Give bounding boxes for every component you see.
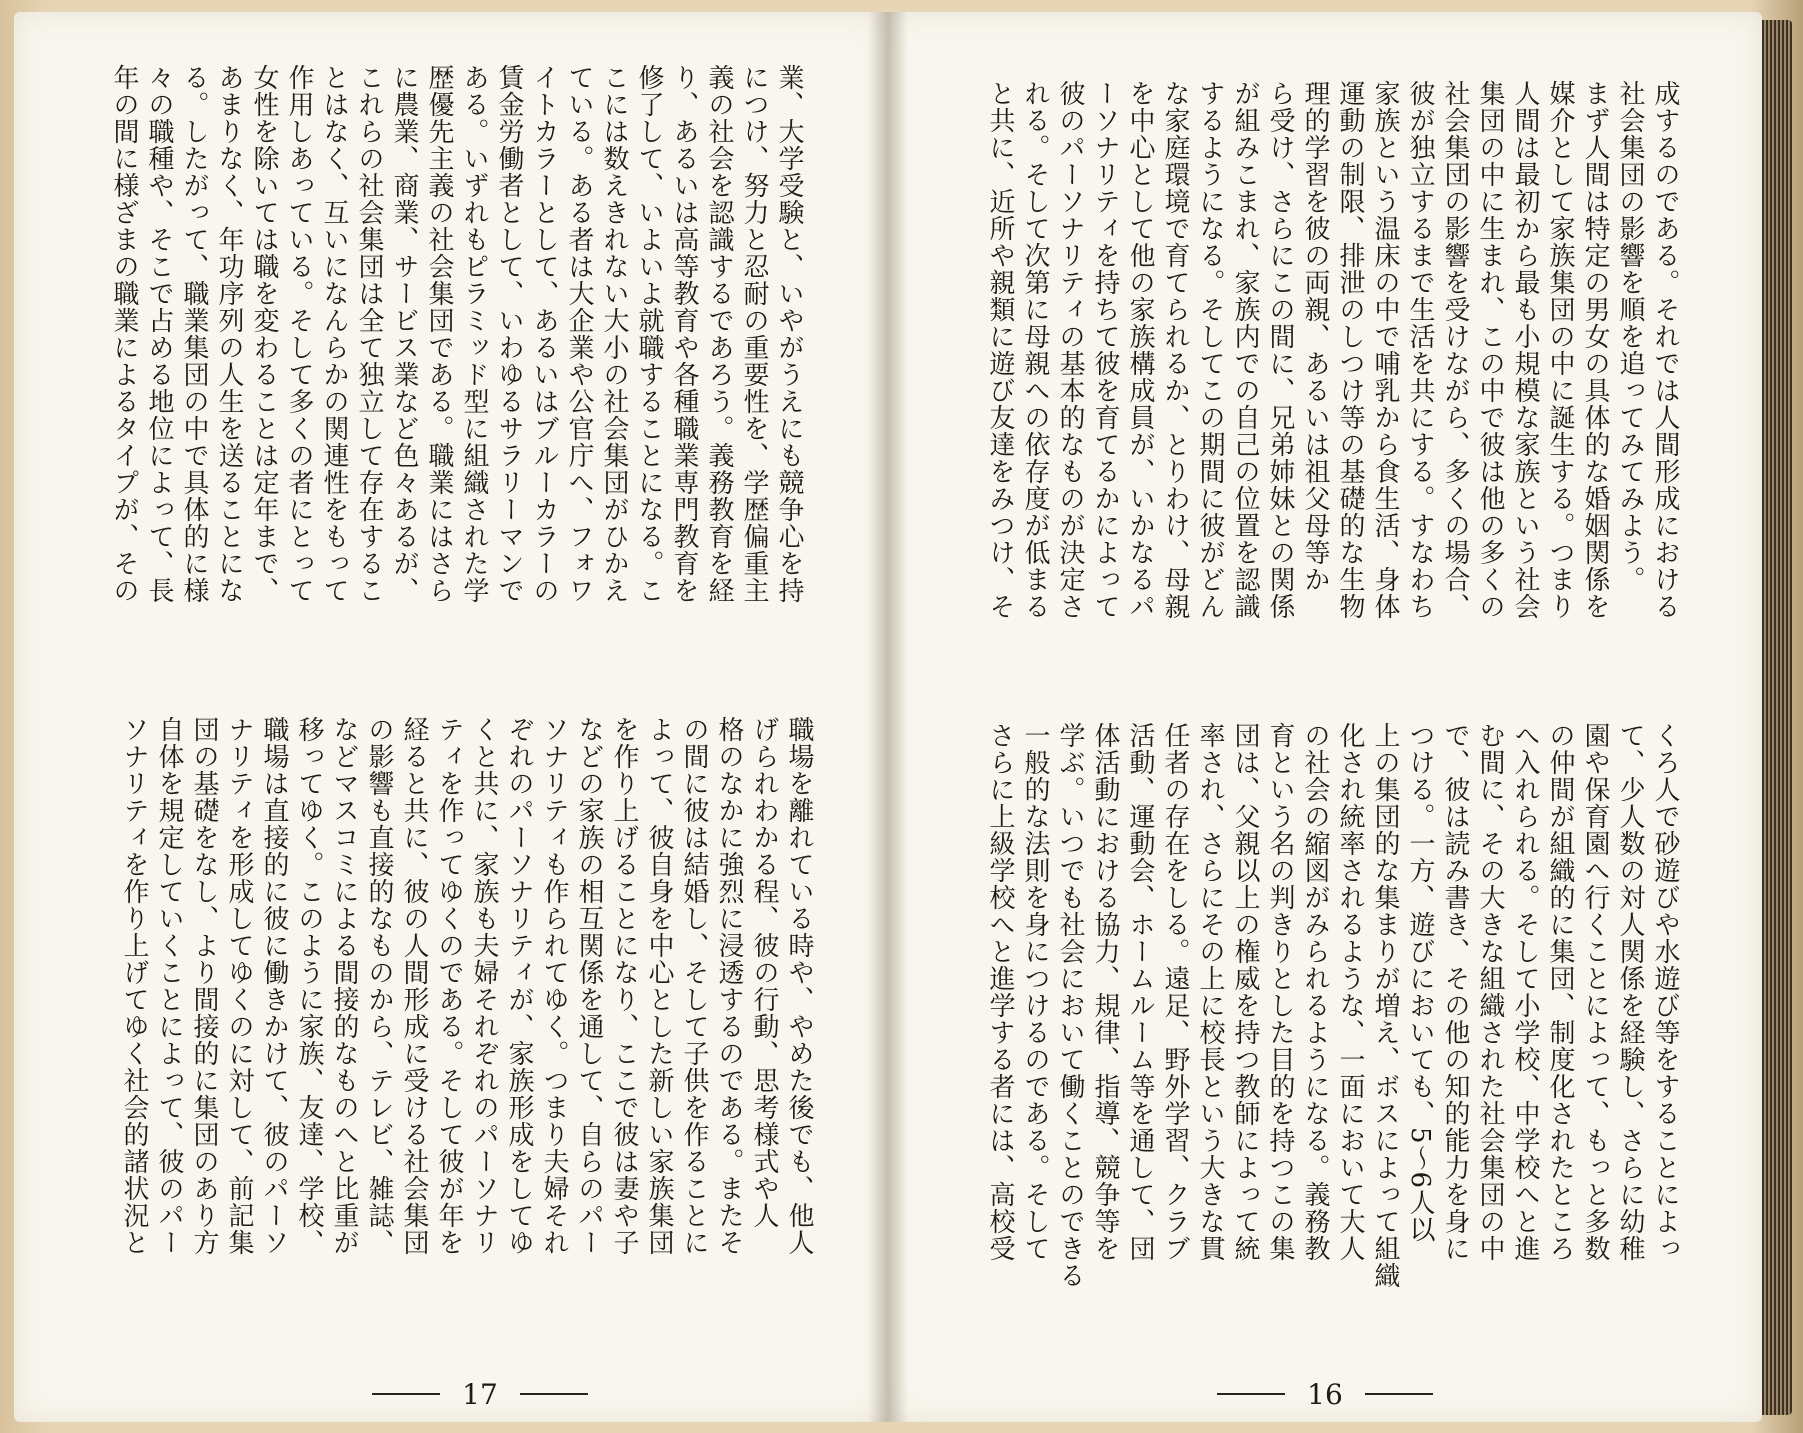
text-column: の間に彼は結婚し、そして子供を作ることに (679, 716, 709, 1256)
right-page-number-text: 16 (1307, 1377, 1343, 1411)
text-column: よって、彼自身を中心とした新しい家族集団 (644, 716, 674, 1256)
text-column: 社会集団の影響を受けながら、多くの場合、 (1440, 80, 1470, 620)
text-column: こには数えきれない大小の社会集団がひかえ (599, 64, 629, 604)
text-column: 職場を離れている時や、やめた後でも、他人 (784, 716, 814, 1256)
left-rule-after (520, 1393, 588, 1395)
text-column: 修了して、いよいよ就職することになる。こ (634, 64, 664, 604)
text-column: 成するのである。それでは人間形成における (1650, 80, 1680, 620)
text-column: などマスコミによる間接的なものへと比重が (329, 716, 359, 1256)
text-column: 女性を除いては職を変わることは定年まで、 (249, 64, 279, 604)
left-page-upper-text (64, 64, 806, 708)
text-column: を中心として他の家族構成員が、いかなるパ (1125, 80, 1155, 620)
text-column: げられわかる程、彼の行動、思考様式や人 (749, 716, 779, 1229)
text-column: するようになる。そしてこの期間に彼がどん (1195, 80, 1225, 620)
text-column: の仲間が組織的に集団、制度化されたところ (1545, 722, 1575, 1262)
text-column: 格のなかに強烈に浸透するのである。またそ (714, 716, 744, 1256)
text-column: 学ぶ。いつでも社会において働くことのできる (1055, 722, 1085, 1289)
text-column: などの家族の相互関係を通して、自らのパー (574, 716, 604, 1256)
text-column: ナリティを形成してゆくのに対して、前記集 (224, 716, 254, 1256)
text-column: 作用しあっている。そして多くの者にとって (284, 64, 314, 604)
text-column: の影響も直接的なものから、テレビ、雑誌、 (364, 716, 394, 1256)
text-column: 歴優先主義の社会集団である。職業にはさら (424, 64, 454, 604)
text-column: ある。いずれもピラミッド型に組織された学 (459, 64, 489, 604)
text-column: 年の間に様ざまの職業によるタイプが、その (109, 64, 139, 604)
text-column: あまりなく、年功序列の人生を送ることにな (214, 64, 244, 604)
text-column: な家庭環境で育てられるか、とりわけ、母親 (1160, 80, 1190, 620)
text-column: くろ人で砂遊びや水遊び等をすることによっ (1650, 722, 1680, 1262)
text-column: 自体を規定していくことによって、彼のパー (154, 716, 184, 1256)
left-page-number-text: 17 (462, 1377, 498, 1411)
text-column: とはなく、互いになんらかの関連性をもって (319, 64, 349, 604)
text-column: 育という名の判きりとした目的を持つこの集 (1265, 722, 1295, 1262)
text-column: 職場は直接的に彼に働きかけて、彼のパーソ (259, 716, 289, 1256)
text-column: の社会の縮図がみられるようになる。義務教 (1300, 722, 1330, 1262)
text-column: 彼のパーソナリティの基本的なものが決定さ (1055, 80, 1085, 620)
text-column: 上の集団的な集まりが増え、ボスによって組織 (1370, 722, 1400, 1289)
text-column: る。したがって、職業集団の中で具体的に様 (179, 64, 209, 604)
right-page-number (1195, 1374, 1455, 1414)
left-rule-before (372, 1393, 440, 1395)
text-column: 移ってゆく。このように家族、友達、学校、 (294, 716, 324, 1256)
right-rule-before (1217, 1393, 1285, 1395)
text-column: ら受け、さらにこの間に、兄弟姉妹との関係 (1265, 80, 1295, 620)
text-column: む間に、その大きな組織された社会集団の中 (1475, 722, 1505, 1262)
text-column: で、彼は読み書き、その他の知的能力を身に (1440, 722, 1470, 1262)
text-column: て、少人数の対人関係を経験し、さらに幼稚 (1615, 722, 1645, 1262)
text-column: 任者の存在をしる。遠足、野外学習、クラブ (1160, 722, 1190, 1262)
text-column: に農業、商業、サービス業など色々あるが、 (389, 64, 419, 604)
text-column: ティを作ってゆくのである。そして彼が年を (434, 716, 464, 1256)
text-column: 義の社会を認識するであろう。義務教育を経 (704, 64, 734, 604)
text-column: つける。一方、遊びにおいても、5〜6人以 (1405, 722, 1435, 1244)
left-page-lower-text (74, 716, 816, 1362)
text-column: 化され統率されるような、一面において大人 (1335, 722, 1365, 1262)
text-column: 社会集団の影響を順を追ってみてみよう。 (1615, 80, 1645, 593)
left-page-number (350, 1374, 610, 1414)
text-column: ソナリティを作り上げてゆく社会的諸状況と (119, 716, 149, 1256)
text-column: くと共に、家族も夫婦それぞれのパーソナリ (469, 716, 499, 1256)
text-column: ぞれのパーソナリティが、家族形成をしてゆ (504, 716, 534, 1256)
text-column: れる。そして次第に母親への依存度が低まる (1020, 80, 1050, 620)
right-page-lower-text (940, 722, 1682, 1362)
text-column: 運動の制限、排泄のしつけ等の基礎的な生物 (1335, 80, 1365, 620)
text-column: ている。ある者は大企業や公官庁へ、フォワ (564, 64, 594, 604)
text-column: ーソナリティを持ちて彼を育てるかによって (1090, 80, 1120, 620)
text-column: 媒介として家族集団の中に誕生する。つまり (1545, 80, 1575, 620)
text-column: へ入れられる。そして小学校、中学校へと進 (1510, 722, 1540, 1262)
text-column: 集団の中に生まれ、この中で彼は他の多くの (1475, 80, 1505, 620)
text-column: 活動、運動会、ホームルーム等を通して、団 (1125, 722, 1155, 1262)
text-column: 賃金労働者として、いわゆるサラリーマンで (494, 64, 524, 604)
text-column: 一般的な法則を身につけるのである。そして (1020, 722, 1050, 1262)
text-column: 経ると共に、彼の人間形成に受ける社会集団 (399, 716, 429, 1256)
right-rule-after (1365, 1393, 1433, 1395)
text-column: を作り上げることになり、ここで彼は妻や子 (609, 716, 639, 1256)
right-page-upper-text (940, 80, 1682, 700)
page-edges (1762, 20, 1792, 1415)
text-column: が組みこまれ、家族内での自己の位置を認識 (1230, 80, 1260, 620)
text-column: 人間は最初から最も小規模な家族という社会 (1510, 80, 1540, 620)
text-column: 彼が独立するまで生活を共にする。すなわち (1405, 80, 1435, 620)
text-column: 理的学習を彼の両親、あるいは祖父母等か (1300, 80, 1330, 593)
text-column: さらに上級学校へと進学する者には、高校受 (985, 722, 1015, 1262)
text-column: 業、大学受験と、いやがうえにも競争心を持 (774, 64, 804, 604)
text-column: ソナリティも作られてゆく。つまり夫婦それ (539, 716, 569, 1256)
text-column: 体活動における協力、規律、指導、競争等を (1090, 722, 1120, 1262)
text-column: 団は、父親以上の権威を持つ教師によって統 (1230, 722, 1260, 1262)
text-column: 家族という温床の中で哺乳から食生活、身体 (1370, 80, 1400, 620)
text-column: り、あるいは高等教育や各種職業専門教育を (669, 64, 699, 604)
text-column: 園や保育園へ行くことによって、もっと多数 (1580, 722, 1610, 1262)
text-column: 団の基礎をなし、より間接的に集団のあり方 (189, 716, 219, 1256)
text-column: 率され、さらにその上に校長という大きな貫 (1195, 722, 1225, 1262)
text-column: まず人間は特定の男女の具体的な婚姻関係を (1580, 80, 1610, 620)
text-column: につけ、努力と忍耐の重要性を、学歴偏重主 (739, 64, 769, 604)
text-column: イトカラーとして、あるいはブルーカラーの (529, 64, 559, 604)
text-column: これらの社会集団は全て独立して存在するこ (354, 64, 384, 604)
text-column: と共に、近所や親類に遊び友達をみつけ、そ (985, 80, 1015, 620)
text-column: 々の職種や、そこで占める地位によって、長 (144, 64, 174, 604)
